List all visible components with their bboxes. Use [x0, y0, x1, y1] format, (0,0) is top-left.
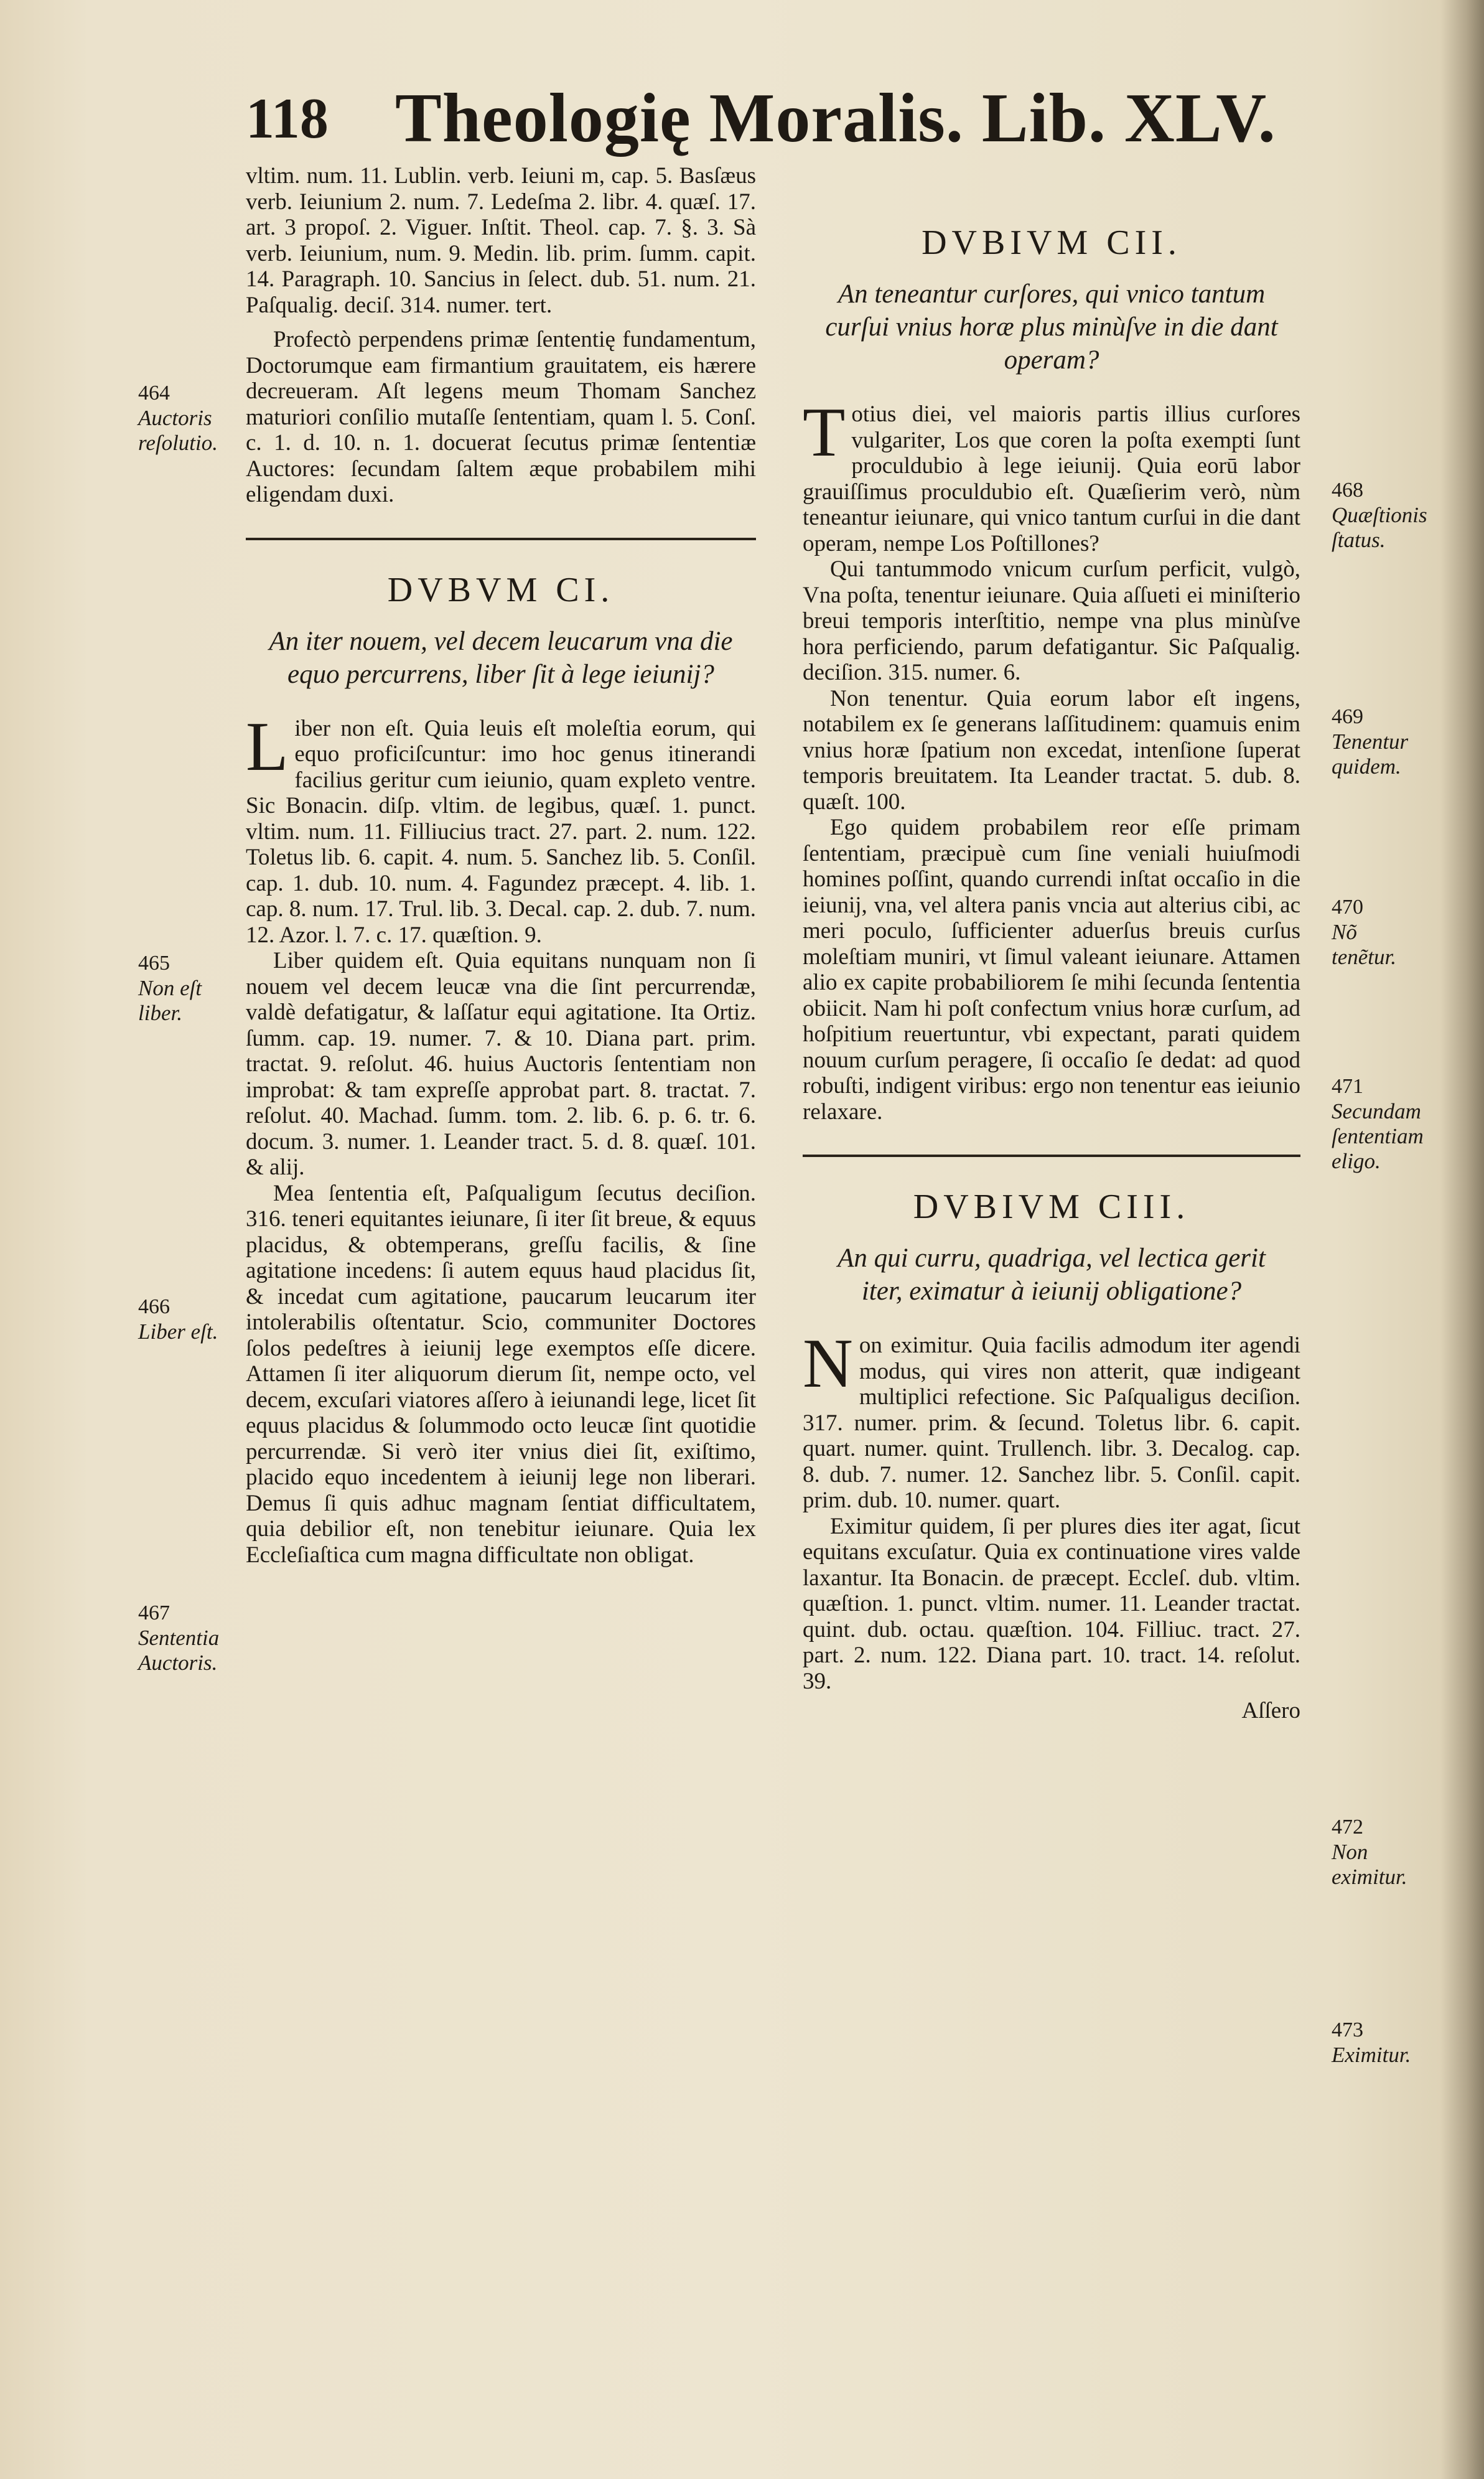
note-text: Auctoris reſolutio.	[138, 406, 218, 455]
paragraph-468	[803, 394, 1300, 556]
catchword: Aſſero	[1241, 1698, 1300, 1723]
dubium-103-question: An qui curru, quadriga, vel lectica gerit iter, eximatur à ieiunij obligatione?	[838, 1244, 1266, 1306]
margin-note-468	[1332, 478, 1425, 553]
paragraph-465	[246, 708, 756, 949]
page-binding-shadow	[1440, 0, 1484, 2479]
margin-note-473	[1332, 2018, 1425, 2068]
note-number: 468	[1332, 479, 1363, 502]
note-number: 467	[138, 1601, 170, 1624]
note-text: Non eximitur.	[1332, 1840, 1407, 1889]
paragraph-469: Qui tantummodo vnicum curſum perficit, vulgò, Vna poſta, tenentur ieiunare. Quia aſſueti ei miniſterio breui temporis interſtitio, nempe vna plus minùſve hora perficiendo, parum defatigantur. Sic Paſqualig. deciſion. 315. numer. 6.	[803, 556, 1300, 685]
note-text: Eximitur.	[1332, 2043, 1411, 2067]
margin-note-472	[1332, 1815, 1425, 1890]
note-number: 473	[1332, 2018, 1363, 2041]
paragraph-472	[803, 1325, 1300, 1514]
note-text: Sententia Auctoris.	[138, 1626, 220, 1675]
note-number: 466	[138, 1295, 170, 1318]
margin-note-469	[1332, 705, 1425, 779]
left-column	[246, 163, 756, 1568]
page-number: 118	[246, 87, 329, 150]
margin-note-470	[1332, 895, 1425, 970]
note-number: 471	[1332, 1075, 1363, 1098]
margin-note-471	[1332, 1074, 1425, 1174]
paragraph-473: Eximitur quidem, ſi per plures dies iter agat, ſicut equitans excuſatur. Quia ex continuatione vires valde laxantur. Ita Bonacin. de præcept. Eccleſ. dub. vltim. quæſtion. 1. punct. vltim. numer. 11. Leander tractat. quint. dub. octau. quæſtion. 104. Filliuc. tract. 27. part. 2. num. 122. Diana part. 10. tract. 14. reſolut. 39.	[803, 1513, 1300, 1694]
dubium-103-title: DVBIVM CIII.	[913, 1188, 1190, 1226]
note-text: Nõ tenẽtur.	[1332, 920, 1397, 969]
note-number: 472	[1332, 1816, 1363, 1839]
page-header	[246, 81, 1366, 162]
paragraph-472-text: on eximitur. Quia facilis admodum iter agendi modus, qui vires non atterit, quæ indigeant multiplici refectione. Sic Paſqualigus deciſion. 317. numer. prim. & ſecund. Toletus libr. 6. capit. quart. numer. quint. Trullench. libr. 3. Decalog. cap. 8. dub. 7. numer. 12. Sanchez libr. 5. Conſil. capit. prim. dub. 10. numer. quart.	[803, 1333, 1300, 1513]
note-text: Quæſtionis ſtatus.	[1332, 503, 1427, 552]
section-divider	[246, 538, 756, 540]
drop-cap: N	[803, 1325, 853, 1402]
section-divider	[803, 1155, 1300, 1157]
note-text: Non eſt liber.	[138, 976, 202, 1025]
margin-note-465	[138, 951, 231, 1026]
note-number: 464	[138, 382, 170, 405]
running-title: Theologię Moralis. Lib. XLV.	[395, 80, 1276, 157]
note-text: Tenentur quidem.	[1332, 729, 1409, 779]
paragraph-465-text: iber non eſt. Quia leuis eſt moleſtia eorum, qui equo proficiſcuntur: imo hoc genus itinerandi facilius geritur cum ieiunio, quam expleto ventre. Sic Bonacin. diſp. vltim. de legibus, quæſ. 1. punct. vltim. num. 11. Filliucius tract. 27. part. 2. num. 122. Toletus lib. 6. capit. 4. num. 5. Sanchez lib. 5. Conſil. cap. 1. dub. 10. num. 4. Fagundez præcept. 4. lib. 1. cap. 8. num. 17. Trul. lib. 3. Decal. cap. 2. dub. 7. num. 12. Azor. l. 7. c. 17. quæſtion. 9.	[246, 715, 756, 948]
note-number: 469	[1332, 705, 1363, 728]
paragraph-467: Mea ſententia eſt, Paſqualigum ſecutus deciſion. 316. teneri equitantes ieiunare, ſi iter ſit breue, & equus placidus, & obtemperans, greſſu facilis, & ſine agitatione incedens: ſi autem equus haud placidus ſit, & incedat cum agitatione, paucarum leucarum iter intolerabilis oſtentatur. Scio, communiter Doctores ſolos pedeſtres à ieiunij lege exemptos eſſe dicere. Attamen ſi iter aliquorum dierum ſit, nempe octo, vel decem, excuſari viatores aſſero à ieiunandi lege, licet ſit equus placidus & ſolummodo octo leucæ ſint quotidie percurrendæ. Si verò iter vnius diei ſit, exiſtimo, placido equo incedentem à ieiunij lege non liberari. Demus ſi quis adhuc magnam ſentiat difficultatem, quia debilior eſt, non tenebitur ieiunare. Quia lex Eccleſiaſtica cum magna difficultate non obligat.	[246, 1180, 756, 1568]
dubium-101-question: An iter nouem, vel decem leucarum vna die equo percurrens, liber ſit à lege ieiunij?	[269, 626, 733, 689]
drop-cap: T	[803, 394, 846, 471]
paragraph-466: Liber quidem eſt. Quia equitans nunquam non ſi nouem vel decem leucæ vna die ſint percurrendæ, valdè defatigatur, & laſſatur equi agitatione. Ita Ortiz. ſumm. cap. 19. numer. 7. & 10. Diana part. prim. tractat. 9. reſolut. 46. huius Auctoris ſententiam non improbat: & tam expreſſe approbat part. 8. tractat. 7. reſolut. 40. Machad. ſumm. tom. 2. lib. 6. p. 6. tr. 6. docum. 3. numer. 1. Leander tract. 5. d. 8. quæſ. 101. & alij.	[246, 948, 756, 1180]
drop-cap: L	[246, 708, 289, 785]
note-number: 465	[138, 952, 170, 975]
note-text: Liber eſt.	[138, 1319, 218, 1344]
paragraph-470: Non tenentur. Quia eorum labor eſt ingens, notabilem ex ſe generans laſſitudinem: quamuis enim vnius horæ ſpatium non excedat, intenſione ſuperat temporis breuitatem. Ita Leander tractat. 5. dub. 8. quæſt. 100.	[803, 685, 1300, 815]
paragraph-468-text: otius diei, vel maioris partis illius curſores vulgariter, Los que coren la poſta exempti ſunt proculdubio à lege ieiunij. Quia eorū labor grauiſſimus proculdubio eſt. Quæſierim verò, nùm teneantur ieiunare, qui vnico tantum curſui in die dant operam, nempe Los Poſtillones?	[803, 401, 1300, 556]
dubium-102-question: An teneantur curſores, qui vnico tantum curſui vnius horæ plus minùſve in die dant operam?	[825, 279, 1278, 375]
paragraph-471: Ego quidem probabilem reor eſſe primam ſententiam, præcipuè cum ſine veniali huiuſmodi homines poſſint, quando currendi inſtat occaſio in die ieiunij, vna, vel altera panis vncia aut alterius cibi, ac meri poculo, ſufficienter aduerſus breuis curſus moleſtiam muniri, vt ſimul valeant ieiunare. Attamen alio ex capite probabiliorem ſe mihi ſecunda ſententia obiicit. Nam hi poſt confectum vnius horæ curſum, ad hoſpitium reuertuntur, vbi expectant, parati quidem nouum curſum peragere, ſi occaſio ſe dedat: ad quod robuſti, indigent viribus: ergo non tenentur eas ieiunio relaxare.	[803, 815, 1300, 1125]
dubium-102-title: DVBIVM CII.	[922, 223, 1182, 262]
paragraph-464: Profectò perpendens primæ ſententię fundamentum, Doctorumque eam firmantium grauitatem, eis hærere decreueram. Aſt legens meum Thomam Sanchez maturiori conſilio mutaſſe ſententiam, quam l. 5. Conſ. c. 1. d. 10. n. 1. docuerat ſecutus primæ ſententiæ Auctores: ſecundam ſaltem æque probabilem mihi eligendam duxi.	[246, 327, 756, 507]
right-column	[803, 224, 1300, 1724]
note-text: Secundam ſententiam eligo.	[1332, 1099, 1424, 1173]
dubium-101-title: DVBVM CI.	[387, 570, 615, 609]
intro-paragraph: vltim. num. 11. Lublin. verb. Ieiuni m, cap. 5. Basſæus verb. Ieiunium 2. num. 7. Ledeſma 2. libr. 4. quæſ. 17. art. 3 propoſ. 2. Viguer. Inſtit. Theol. cap. 7. §. 3. Sà verb. Ieiunium, num. 9. Medin. lib. prim. ſumm. capit. 14. Paragraph. 10. Sancius in ſelect. dub. 51. num. 21. Paſqualig. deciſ. 314. numer. tert.	[246, 163, 756, 318]
margin-note-467	[138, 1601, 231, 1675]
margin-note-466	[138, 1295, 231, 1344]
margin-note-464	[138, 381, 231, 456]
note-number: 470	[1332, 896, 1363, 919]
